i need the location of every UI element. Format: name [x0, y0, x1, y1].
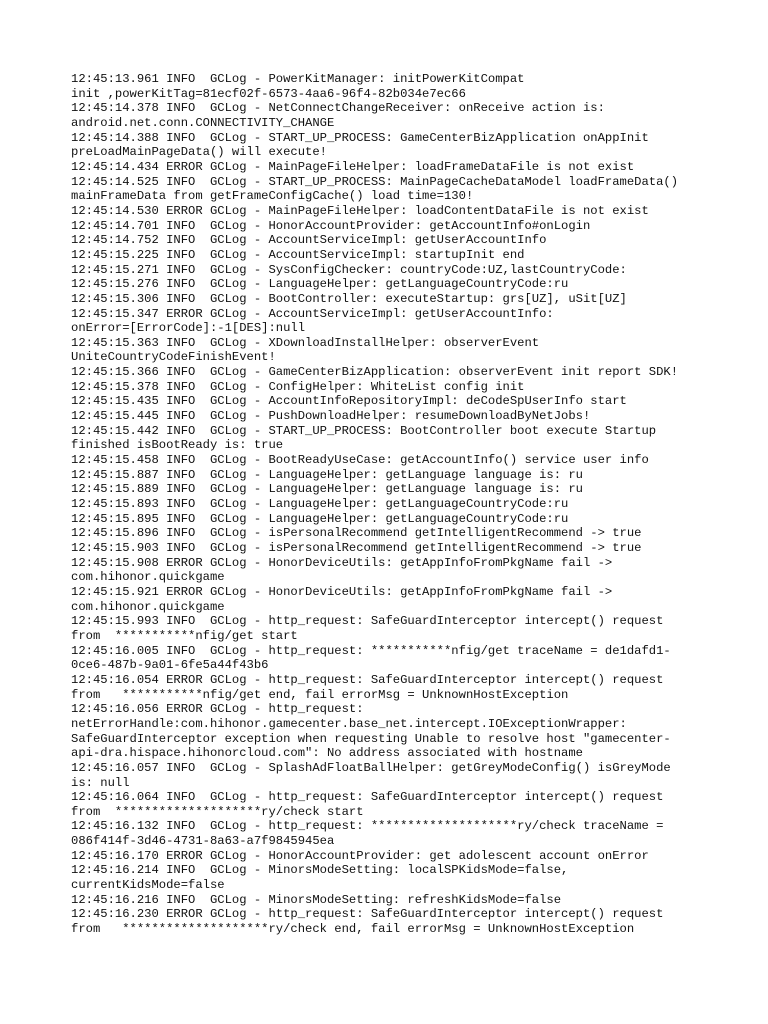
log-line: 12:45:14.530 ERROR GCLog - MainPageFileHelper: loadContentDataFile is not exist — [71, 203, 649, 218]
log-line: 12:45:14.434 ERROR GCLog - MainPageFileHelper: loadFrameDataFile is not exist — [71, 159, 635, 174]
log-line: 12:45:16.132 INFO GCLog - http_request: ********************ry/check traceName = — [71, 819, 664, 834]
log-line: 12:45:15.908 ERROR GCLog - HonorDeviceUtils: getAppInfoFromPkgName fail -> — [71, 555, 613, 570]
log-line: 12:45:16.005 INFO GCLog - http_request: ***********nfig/get traceName = de1dafd1- — [71, 643, 671, 658]
log-line: 12:45:15.887 INFO GCLog - LanguageHelper: getLanguage language is: ru — [71, 467, 583, 482]
log-line: 12:45:15.895 INFO GCLog - LanguageHelper: getLanguageCountryCode:ru — [71, 511, 569, 526]
log-line: 12:45:14.752 INFO GCLog - AccountServiceImpl: getUserAccountInfo — [71, 233, 547, 248]
log-line: 12:45:15.921 ERROR GCLog - HonorDeviceUtils: getAppInfoFromPkgName fail -> — [71, 584, 613, 599]
log-line: 12:45:16.064 INFO GCLog - http_request: SafeGuardInterceptor intercept() request — [71, 790, 664, 805]
log-line: is: null — [71, 775, 130, 790]
log-line: com.hihonor.quickgame — [71, 570, 225, 585]
log-line: 12:45:15.442 INFO GCLog - START_UP_PROCESS: BootController boot execute Startup — [71, 423, 657, 438]
log-line: 12:45:16.054 ERROR GCLog - http_request: SafeGuardInterceptor intercept() request — [71, 672, 664, 687]
log-line: android.net.conn.CONNECTIVITY_CHANGE — [71, 115, 335, 130]
log-line: 12:45:15.993 INFO GCLog - http_request: SafeGuardInterceptor intercept() request — [71, 614, 664, 629]
log-line: 12:45:14.701 INFO GCLog - HonorAccountProvider: getAccountInfo#onLogin — [71, 218, 591, 233]
log-line: 12:45:15.893 INFO GCLog - LanguageHelper: getLanguageCountryCode:ru — [71, 497, 569, 512]
log-line: 12:45:15.276 INFO GCLog - LanguageHelper: getLanguageCountryCode:ru — [71, 277, 569, 292]
log-line: 12:45:16.230 ERROR GCLog - http_request: SafeGuardInterceptor intercept() request — [71, 907, 664, 922]
log-line: SafeGuardInterceptor exception when requesting Unable to resolve host "gamecenter- — [71, 731, 671, 746]
log-line: 12:45:15.306 INFO GCLog - BootController: executeStartup: grs[UZ], uSit[UZ] — [71, 291, 627, 306]
log-line: api-dra.hispace.hihonorcloud.com": No address associated with hostname — [71, 746, 583, 761]
log-line: 12:45:14.525 INFO GCLog - START_UP_PROCESS: MainPageCacheDataModel loadFrameData() — [71, 174, 679, 189]
log-line: 12:45:16.214 INFO GCLog - MinorsModeSetting: localSPKidsMode=false, — [71, 863, 569, 878]
log-line: from ***********nfig/get start — [71, 628, 298, 643]
log-line: finished isBootReady is: true — [71, 438, 284, 453]
log-line: from ***********nfig/get end, fail errorMsg = UnknownHostException — [71, 687, 569, 702]
log-line: netErrorHandle:com.hihonor.gamecenter.base_net.intercept.IOExceptionWrapper: — [71, 716, 627, 731]
log-line: 12:45:15.445 INFO GCLog - PushDownloadHelper: resumeDownloadByNetJobs! — [71, 409, 591, 424]
log-line: 12:45:15.366 INFO GCLog - GameCenterBizApplication: observerEvent init report SDK! — [71, 365, 679, 380]
log-line: 0ce6-487b-9a01-6fe5a44f43b6 — [71, 658, 269, 673]
log-line: 12:45:16.216 INFO GCLog - MinorsModeSetting: refreshKidsMode=false — [71, 892, 562, 907]
log-line: 12:45:13.961 INFO GCLog - PowerKitManager: initPowerKitCompat — [71, 72, 525, 86]
log-line: preLoadMainPageData() will execute! — [71, 145, 327, 160]
log-line: 12:45:14.388 INFO GCLog - START_UP_PROCESS: GameCenterBizApplication onAppInit — [71, 130, 649, 145]
log-line: UniteCountryCodeFinishEvent! — [71, 350, 276, 365]
log-line: 12:45:15.271 INFO GCLog - SysConfigChecker: countryCode:UZ,lastCountryCode: — [71, 262, 627, 277]
log-line: from ********************ry/check end, fail errorMsg = UnknownHostException — [71, 922, 635, 937]
log-line: 12:45:15.458 INFO GCLog - BootReadyUseCase: getAccountInfo() service user info — [71, 453, 649, 468]
log-line: mainFrameData from getFrameConfigCache() load time=130! — [71, 189, 474, 204]
log-line: currentKidsMode=false — [71, 878, 225, 893]
log-line: 12:45:15.435 INFO GCLog - AccountInfoRepositoryImpl: deCodeSpUserInfo start — [71, 394, 627, 409]
log-line: 12:45:16.056 ERROR GCLog - http_request: — [71, 702, 364, 717]
log-line: 12:45:15.903 INFO GCLog - isPersonalRecommend getIntelligentRecommend -> true — [71, 541, 642, 555]
log-line: from ********************ry/check start — [71, 804, 364, 819]
log-line: 12:45:15.347 ERROR GCLog - AccountServiceImpl: getUserAccountInfo: — [71, 306, 554, 321]
log-document — [71, 72, 711, 937]
log-line: 12:45:15.889 INFO GCLog - LanguageHelper: getLanguage language is: ru — [71, 482, 583, 497]
log-line: 12:45:15.378 INFO GCLog - ConfigHelper: WhiteList config init — [71, 379, 525, 394]
log-line: com.hihonor.quickgame — [71, 599, 225, 614]
log-line: 086f414f-3d46-4731-8a63-a7f9845945ea — [71, 834, 335, 849]
log-line: 12:45:15.896 INFO GCLog - isPersonalRecommend getIntelligentRecommend -> true — [71, 526, 642, 541]
log-line: 12:45:16.170 ERROR GCLog - HonorAccountProvider: get adolescent account onError — [71, 848, 649, 863]
log-line: 12:45:15.363 INFO GCLog - XDownloadInstallHelper: observerEvent — [71, 335, 540, 350]
log-line: 12:45:14.378 INFO GCLog - NetConnectChangeReceiver: onReceive action is: — [71, 101, 605, 116]
log-line: 12:45:15.225 INFO GCLog - AccountServiceImpl: startupInit end — [71, 247, 525, 262]
log-line: init ,powerKitTag=81ecf02f-6573-4aa6-96f4-82b034e7ec66 — [71, 86, 466, 101]
log-line: onError=[ErrorCode]:-1[DES]:null — [71, 321, 306, 336]
log-line: 12:45:16.057 INFO GCLog - SplashAdFloatBallHelper: getGreyModeConfig() isGreyMode — [71, 760, 671, 775]
